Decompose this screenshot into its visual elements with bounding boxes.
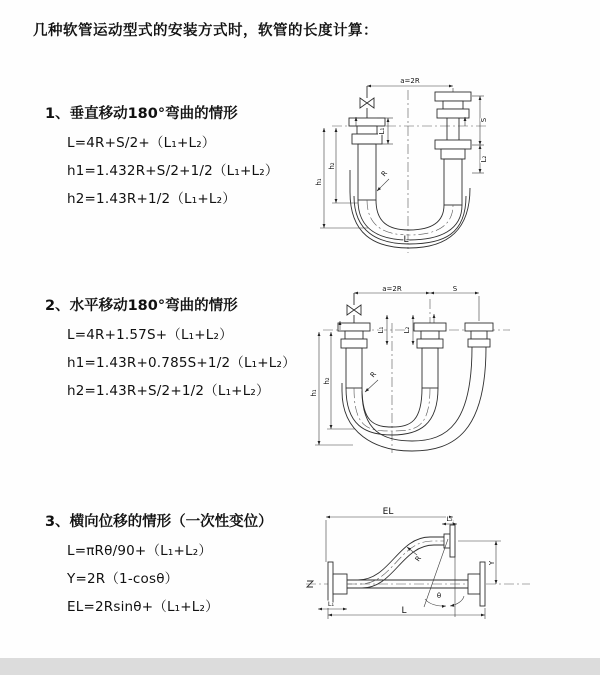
label-end1: L₁ xyxy=(378,127,386,135)
section-3-heading: 3、横向位移的情形（一次性变位） xyxy=(45,514,273,530)
section-2-formula-L: L=4R+1.57S+（L₁+L₂） xyxy=(67,327,233,343)
diagram-3-labels xyxy=(328,507,496,616)
section-3-text xyxy=(45,512,335,616)
label-h-inner: h₂ xyxy=(323,377,331,385)
label-h-outer: h₁ xyxy=(310,389,318,397)
label-span: a=2R xyxy=(400,77,420,85)
label-stroke: S xyxy=(452,285,458,293)
section-2-text xyxy=(45,296,335,400)
dimension-span xyxy=(367,86,453,92)
hose-curves xyxy=(350,170,470,248)
right-flange-original xyxy=(468,562,485,606)
section-3-formula-L: L=πRθ/90+（L₁+L₂） xyxy=(67,543,213,559)
braided-hose-left xyxy=(346,348,362,388)
label-end2: L₂ xyxy=(403,326,411,334)
section-1-formula-L: L=4R+S/2+（L₁+L₂） xyxy=(67,135,216,151)
section-3-formula-Y: Y=2R（1-cosθ） xyxy=(67,571,179,587)
label-radius: R xyxy=(379,169,390,179)
label-span: a=2R xyxy=(382,285,402,293)
braided-hose-left xyxy=(358,144,376,200)
section-1-formula-h2: h2=1.43R+1/2（L₁+L₂） xyxy=(67,191,236,207)
label-length: L xyxy=(403,235,409,245)
left-fitting xyxy=(338,323,370,348)
label-theta: θ xyxy=(436,592,442,600)
label-radius: R xyxy=(368,370,379,380)
label-y: Y xyxy=(488,560,496,566)
diagram-lateral-displacement xyxy=(298,503,600,648)
centerlines xyxy=(323,299,510,453)
dimension-el xyxy=(326,517,453,562)
middle-fitting xyxy=(414,323,446,348)
right-fitting-moved xyxy=(465,323,493,347)
hose-curves xyxy=(342,347,486,451)
radius-leader xyxy=(377,179,389,191)
label-radius: R xyxy=(413,554,424,564)
diagram-vertical-180-bend xyxy=(310,70,550,260)
braided-hose-right xyxy=(444,159,462,205)
section-2-formula-h2: h2=1.43R+S/2+1/2（L₁+L₂） xyxy=(67,383,270,399)
label-stroke: S xyxy=(480,117,488,123)
braided-hose-middle xyxy=(422,348,438,388)
section-2-heading: 2、水平移动180°弯曲的情形 xyxy=(45,298,238,314)
label-h-outer: h₁ xyxy=(315,178,323,186)
section-3-formula-EL: EL=2Rsinθ+（L₁+L₂） xyxy=(67,599,219,615)
right-flange-displaced xyxy=(444,525,455,557)
dimension-span-and-stroke xyxy=(354,293,479,321)
section-1-formula-h1: h1=1.432R+S/2+1/2（L₁+L₂） xyxy=(67,163,279,179)
section-1-text xyxy=(45,104,335,208)
label-el: EL xyxy=(382,507,394,517)
section-1-heading: 1、垂直移动180°弯曲的情形 xyxy=(45,106,238,122)
label-length: L xyxy=(401,606,407,616)
valve-icon xyxy=(360,86,374,118)
label-end2: L₂ xyxy=(480,155,488,163)
label-end1: L₁ xyxy=(377,326,385,334)
right-fitting-lower xyxy=(435,140,471,159)
page-footer-strip xyxy=(0,658,600,675)
right-fitting-upper xyxy=(435,92,471,140)
dimension-h-outer xyxy=(315,332,353,445)
diagram-horizontal-180-bend xyxy=(305,283,590,461)
label-end2: L₂ xyxy=(446,515,453,523)
section-2-formula-h1: h1=1.43R+0.785S+1/2（L₁+L₂） xyxy=(67,355,296,371)
construction-geometry xyxy=(424,539,464,617)
radius-leader xyxy=(365,380,378,392)
label-end1: L₁ xyxy=(327,600,335,608)
label-h-inner: h₂ xyxy=(328,162,336,170)
valve-icon xyxy=(347,293,361,323)
page-title: 几种软管运动型式的安装方式时，软管的长度计算： xyxy=(33,23,378,39)
